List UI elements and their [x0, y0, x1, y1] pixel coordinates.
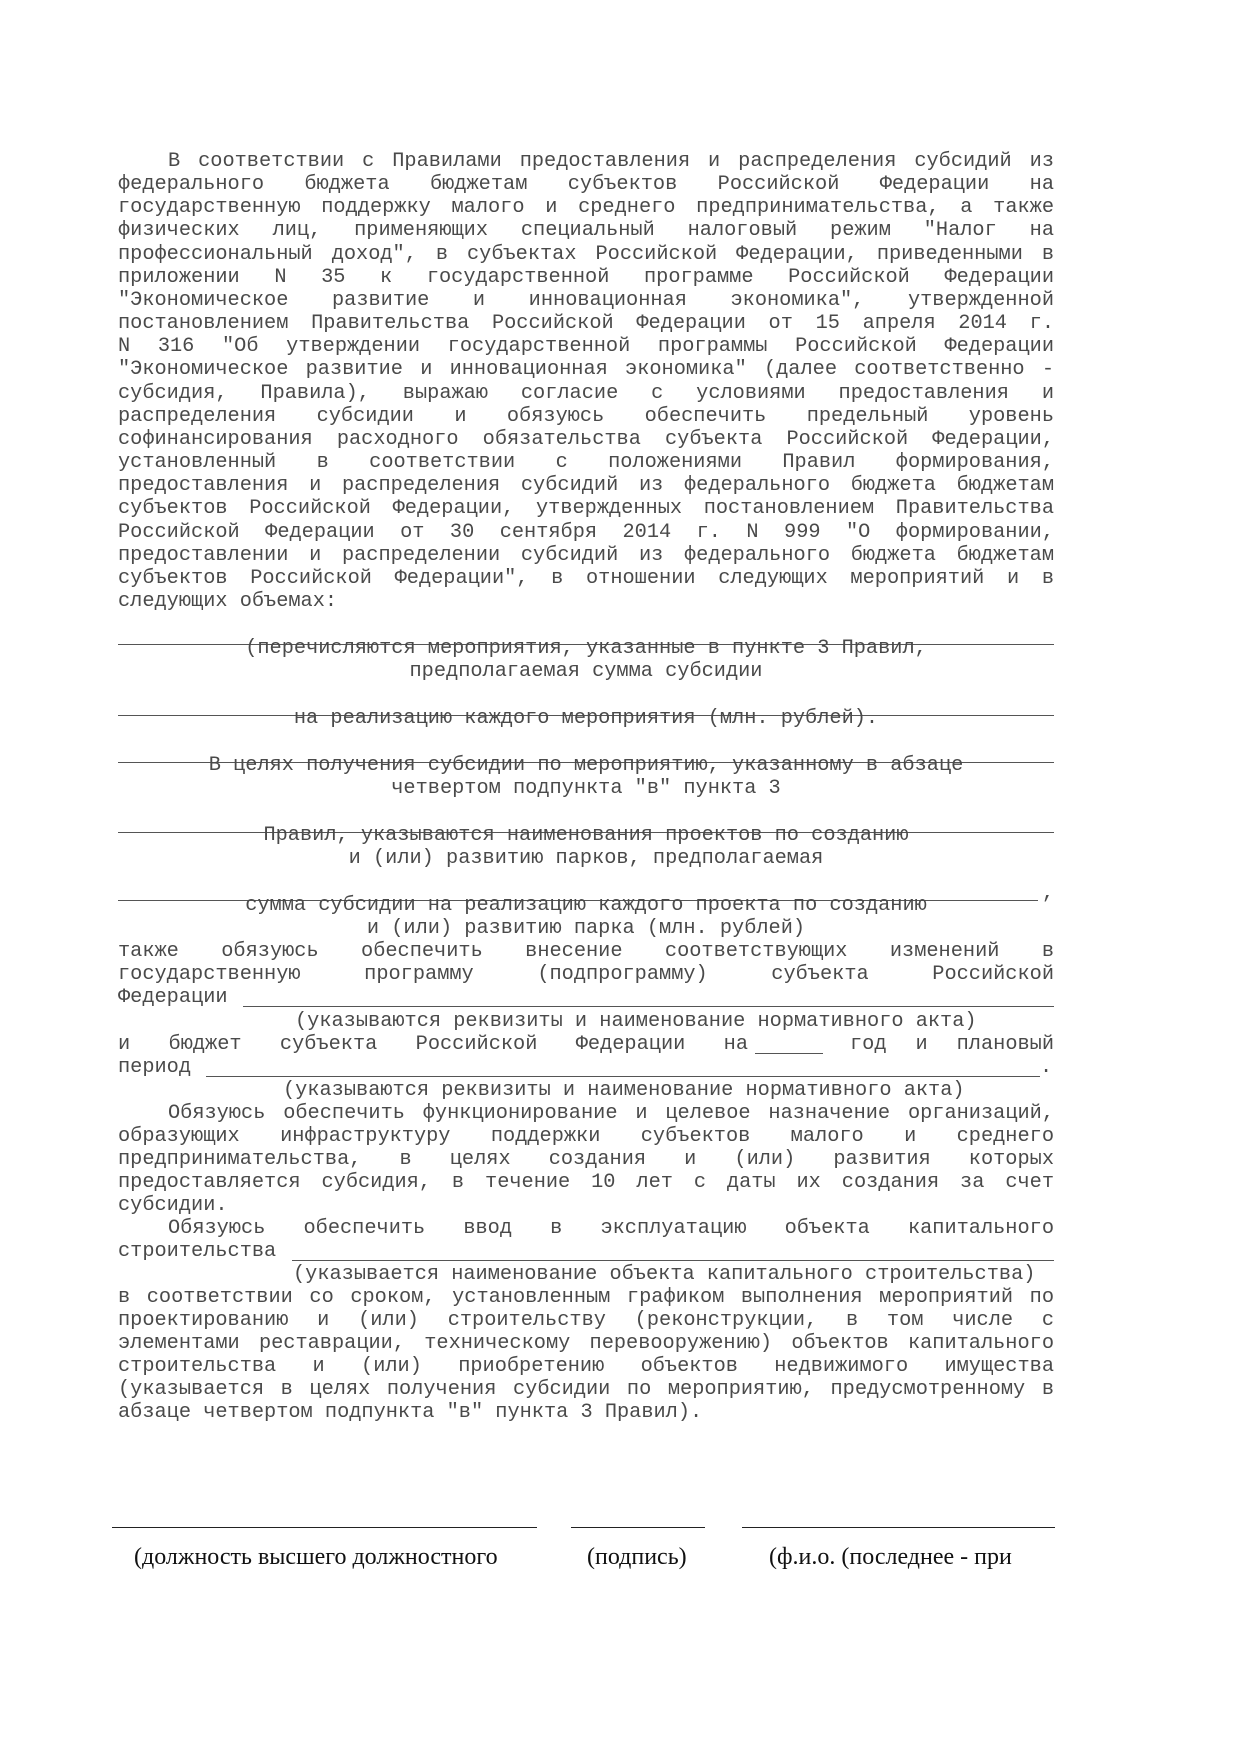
- caption-program-act: (указываются реквизиты и наименование нормативного акта): [295, 1010, 977, 1033]
- paragraph-1-line: субсидия, Правила), выражаю согласие с условиями предоставления и: [118, 382, 1054, 405]
- paragraph-4-line: Обязуюсь обеспечить ввод в эксплуатацию объекта капитального: [168, 1217, 1054, 1240]
- paragraph-4-line: абзаце четвертом подпункта "в" пункта 3 Правил).: [118, 1401, 703, 1424]
- paragraph-1-line: постановлением Правительства Российской Федерации от 15 апреля 2014 г.: [118, 312, 1054, 335]
- caption-amounts: на реализацию каждого мероприятия (млн. рублей).: [293, 707, 879, 730]
- caption-project-amounts: сумма субсидии на реализацию каждого проекта по созданию: [245, 894, 927, 917]
- paragraph-3-line: предпринимательства, в целях создания и (или) развития которых: [118, 1148, 1054, 1171]
- caption-signature: (подпись): [587, 1544, 687, 1570]
- fill-in-year[interactable]: [755, 1053, 823, 1054]
- paragraph-4-line: в соответствии со сроком, установленным графиком выполнения мероприятий по: [118, 1286, 1054, 1309]
- paragraph-1-line: софинансирования расходного обязательства субъекта Российской Федерации,: [118, 428, 1054, 451]
- fill-in-line-construction-object[interactable]: [292, 1260, 1054, 1261]
- paragraph-3-line: субсидии.: [118, 1194, 228, 1217]
- caption-position: (должность высшего должностного: [134, 1544, 498, 1570]
- paragraph-2-budget-end: год и плановый: [850, 1033, 1054, 1056]
- paragraph-1-line: В соответствии с Правилами предоставления и распределения субсидий из: [168, 150, 1054, 173]
- paragraph-4-line: (указывается в целях получения субсидии по мероприятию, предусмотренному в: [118, 1378, 1054, 1401]
- caption-purpose: В целях получения субсидии по мероприятию, указанному в абзаце: [208, 754, 964, 777]
- fill-in-line-program-act[interactable]: [243, 1006, 1054, 1007]
- paragraph-3-line: предоставляется субсидия, в течение 10 лет с даты их создания за счет: [118, 1171, 1054, 1194]
- paragraph-2-label-federation: Федерации: [118, 986, 228, 1009]
- period-dot: .: [1040, 1056, 1053, 1079]
- signature-line-name[interactable]: [742, 1527, 1055, 1528]
- paragraph-2-budget-start: и бюджет субъекта Российской Федерации на: [118, 1033, 748, 1056]
- paragraph-1-line: N 316 "Об утверждении государственной программы Российской Федерации: [118, 335, 1054, 358]
- paragraph-1-line: следующих объемах:: [118, 590, 338, 613]
- paragraph-1-line: "Экономическое развитие и инновационная экономика", утвержденной: [118, 289, 1054, 312]
- paragraph-1-line: федерального бюджета бюджетам субъектов Российской Федерации на: [118, 173, 1054, 196]
- paragraph-3-line: образующих инфраструктуру поддержки субъектов малого и среднего: [118, 1125, 1054, 1148]
- paragraph-1-line: государственную поддержку малого и среднего предпринимательства, а также: [118, 196, 1054, 219]
- paragraph-4-line: строительства и (или) приобретению объектов недвижимого имущества: [118, 1355, 1054, 1378]
- paragraph-2-line: также обязуюсь обеспечить внесение соответствующих изменений в: [118, 940, 1054, 963]
- signature-line-position[interactable]: [112, 1527, 537, 1528]
- caption-activities: предполагаемая сумма субсидии: [409, 660, 763, 683]
- paragraph-4-label-construction: строительства: [118, 1240, 277, 1263]
- caption-name: (ф.и.о. (последнее - при: [769, 1544, 1012, 1570]
- comma: ,: [1042, 882, 1055, 905]
- caption-projects: Правил, указываются наименования проектов по созданию: [263, 824, 909, 847]
- paragraph-2-label-period: период: [118, 1056, 192, 1079]
- paragraph-4-line: элементами реставрации, техническому перевооружению) объектов капитального: [118, 1332, 1054, 1355]
- paragraph-1-line: "Экономическое развитие и инновационная экономика" (далее соответственно -: [118, 358, 1054, 381]
- paragraph-1-line: предоставления и распределения субсидий из федерального бюджета бюджетам: [118, 474, 1054, 497]
- paragraph-1-line: субъектов Российской Федерации", в отношении следующих мероприятий и в: [118, 567, 1054, 590]
- fill-in-line-budget-act[interactable]: [206, 1076, 1040, 1077]
- paragraph-1-line: приложении N 35 к государственной программе Российской Федерации: [118, 266, 1054, 289]
- paragraph-1-line: Российской Федерации от 30 сентября 2014 г. N 999 "О формировании,: [118, 521, 1054, 544]
- caption-activities: (перечисляются мероприятия, указанные в пункте 3 Правил,: [245, 637, 927, 660]
- caption-project-amounts: и (или) развитию парка (млн. рублей): [366, 917, 806, 940]
- paragraph-1-line: установленный в соответствии с положениями Правил формирования,: [118, 451, 1054, 474]
- caption-projects: и (или) развитию парков, предполагаемая: [348, 847, 824, 870]
- paragraph-1-line: распределения субсидии и обязуюсь обеспечить предельный уровень: [118, 405, 1054, 428]
- paragraph-1-line: физических лиц, применяющих специальный налоговый режим "Налог на: [118, 219, 1054, 242]
- paragraph-1-line: профессиональный доход", в субъектах Российской Федерации, приведенными в: [118, 243, 1054, 266]
- paragraph-1-line: предоставлении и распределении субсидий из федерального бюджета бюджетам: [118, 544, 1054, 567]
- paragraph-3-line: Обязуюсь обеспечить функционирование и целевое назначение организаций,: [168, 1102, 1054, 1125]
- paragraph-4-line: проектированию и (или) строительству (реконструкции, в том числе с: [118, 1309, 1054, 1332]
- paragraph-2-line: государственную программу (подпрограмму) субъекта Российской: [118, 963, 1054, 986]
- signature-line-signature[interactable]: [571, 1527, 705, 1528]
- caption-budget-act: (указываются реквизиты и наименование нормативного акта): [283, 1079, 965, 1102]
- caption-construction-object: (указывается наименование объекта капитального строительства): [293, 1263, 1036, 1286]
- caption-purpose: четвертом подпункта "в" пункта 3: [391, 777, 781, 800]
- paragraph-1-line: субъектов Российской Федерации, утвержденных постановлением Правительства: [118, 497, 1054, 520]
